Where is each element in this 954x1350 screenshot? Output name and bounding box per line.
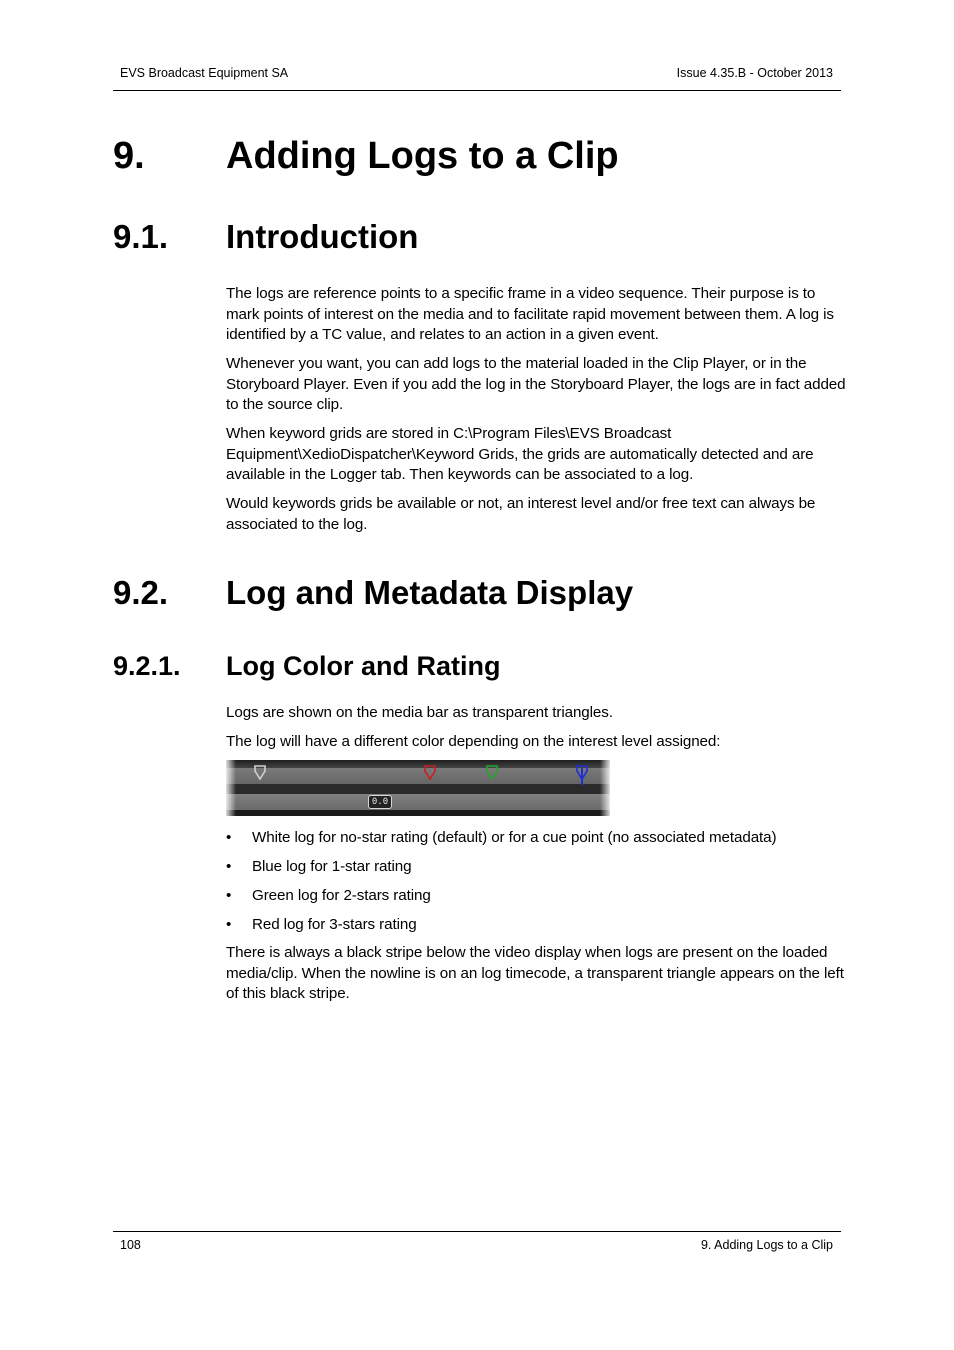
bullet-white-log: White log for no-star rating (default) or for a cue point (no associated metadata) (252, 829, 777, 846)
closing-body (226, 943, 846, 1013)
section-intro-title: Introduction (226, 218, 419, 255)
timecode-box: 0.0 (368, 795, 392, 809)
section-intro-number: 9.1. (113, 218, 169, 255)
media-bar-fade-left (226, 760, 236, 816)
green-log-icon[interactable] (485, 765, 499, 781)
header-issue: Issue 4.35.B - October 2013 (676, 66, 833, 80)
media-bar-timeline-track (226, 794, 610, 810)
color-paragraph: Logs are shown on the media bar as transparent triangles. (226, 704, 613, 721)
color-intro-body (226, 703, 846, 761)
white-log-icon[interactable] (253, 765, 267, 781)
bullet-marker: • (226, 887, 232, 904)
media-bar-bottom-edge (226, 810, 610, 816)
subsection-color-title: Log Color and Rating (226, 651, 501, 681)
intro-paragraph: Would keywords grids be available or not, an interest level and/or free text can always be associated to the log. (226, 495, 816, 533)
bullet-blue-log: Blue log for 1-star rating (252, 858, 412, 875)
media-bar-fade-right (600, 760, 610, 816)
intro-body (226, 284, 846, 544)
bullet-marker: • (226, 829, 232, 846)
bullet-red-log: Red log for 3-stars rating (252, 916, 417, 933)
media-bar-black-stripe (226, 784, 610, 794)
header-company: EVS Broadcast Equipment SA (120, 66, 289, 80)
footer-rule (113, 1231, 841, 1232)
bullet-marker: • (226, 916, 232, 933)
intro-paragraph: Whenever you want, you can add logs to the material loaded in the Clip Player, or in the Storyboard Player. Even if you add the log in the Storyboard Player, the logs are in fact added to the source clip. (226, 355, 846, 413)
subsection-color-number: 9.2.1. (113, 651, 181, 681)
intro-paragraph: The logs are reference points to a specific frame in a video sequence. Their purpose is to mark points of interest on the media and to facilitate rapid movement between them. A log is identified by a TC value, and relates to an action in a given event. (226, 285, 834, 343)
section-display-title: Log and Metadata Display (226, 574, 634, 611)
red-log-icon[interactable] (423, 765, 437, 781)
intro-paragraph: When keyword grids are stored in C:\Program Files\EVS Broadcast Equipment\XedioDispatcher\Keyword Grids, the grids are automatically detected and are available in the Logger tab. Then keywords can be associated to a log. (226, 425, 814, 483)
blue-log-icon[interactable] (575, 765, 589, 785)
header-rule (113, 90, 841, 91)
footer-chapter-ref: 9. Adding Logs to a Clip (700, 1238, 833, 1252)
closing-paragraph: There is always a black stripe below the video display when logs are present on the loaded media/clip. When the nowline is on an log timecode, a transparent triangle appears on the left of this black stripe. (226, 944, 844, 1002)
media-bar-top-edge (226, 760, 610, 768)
media-bar-figure (226, 760, 610, 816)
chapter-number: 9. (113, 135, 145, 177)
chapter-title: Adding Logs to a Clip (226, 135, 619, 177)
bullet-marker: • (226, 858, 232, 875)
color-paragraph: The log will have a different color depending on the interest level assigned: (226, 733, 721, 750)
bullet-green-log: Green log for 2-stars rating (252, 887, 431, 904)
media-bar-log-track (226, 768, 610, 784)
section-display-number: 9.2. (113, 574, 169, 611)
footer-page-number: 108 (120, 1238, 141, 1252)
